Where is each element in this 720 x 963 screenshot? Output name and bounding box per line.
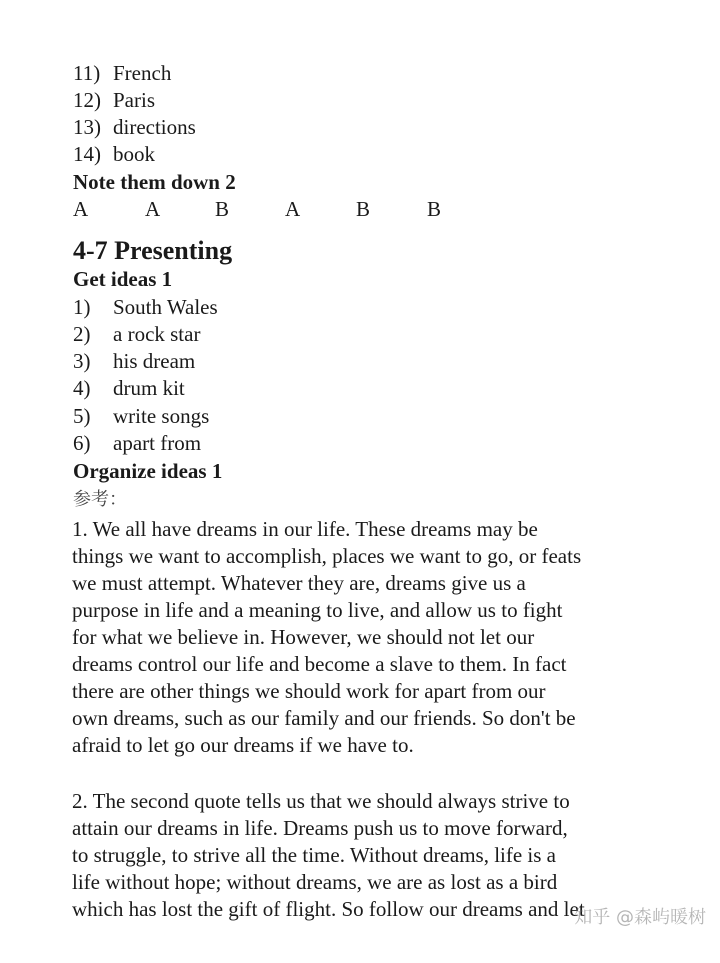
item-text: South Wales	[113, 295, 218, 319]
item-text: drum kit	[113, 376, 185, 400]
watermark: 知乎 @森屿暖树	[574, 907, 706, 928]
reference-label: 参考：	[73, 489, 127, 510]
item-number: 1)	[73, 295, 91, 319]
get-ideas-heading: Get ideas 1	[73, 267, 173, 291]
list-item	[73, 60, 171, 87]
item-number: 4)	[73, 376, 91, 400]
list-item	[73, 87, 155, 114]
list-item	[73, 430, 201, 457]
paragraph-line: purpose in life and a meaning to live, and allow us to fight	[72, 598, 563, 622]
list-item	[73, 141, 155, 168]
section-title: 4-7 Presenting	[73, 236, 233, 265]
list-item	[73, 294, 218, 321]
organize-heading: Organize ideas 1	[73, 459, 223, 483]
item-number: 13)	[73, 115, 101, 139]
item-text: apart from	[113, 431, 202, 455]
item-number: 2)	[73, 322, 91, 346]
paragraph-line: afraid to let go our dreams if we have to.	[72, 733, 414, 757]
paragraph-line: 2. The second quote tells us that we should always strive to	[72, 789, 570, 813]
answer-letter: B	[215, 197, 230, 221]
item-text: his dream	[113, 349, 196, 373]
item-text: French	[113, 61, 172, 85]
paragraph-line: for what we believe in. However, we should not let our	[72, 625, 535, 649]
answer-letter: A	[73, 197, 89, 221]
item-number: 12)	[73, 88, 101, 112]
item-number: 5)	[73, 404, 91, 428]
list-item	[73, 114, 196, 141]
paragraph-line: to struggle, to strive all the time. Without dreams, life is a	[72, 843, 557, 867]
item-text: book	[113, 142, 155, 166]
item-text: Paris	[113, 88, 155, 112]
paragraph-line: 1. We all have dreams in our life. These dreams may be	[72, 517, 538, 541]
paragraph-line: attain our dreams in life. Dreams push us to move forward,	[72, 816, 568, 840]
answer-letter: A	[145, 197, 161, 221]
answer-letter: B	[356, 197, 371, 221]
item-text: write songs	[113, 404, 210, 428]
list-item	[73, 321, 200, 348]
list-item	[73, 348, 195, 375]
paragraph-line: own dreams, such as our family and our friends. So don't be	[72, 706, 576, 730]
item-text: a rock star	[113, 322, 201, 346]
item-number: 6)	[73, 431, 91, 455]
note-heading: Note them down 2	[73, 170, 236, 194]
answer-letter: B	[427, 197, 442, 221]
answer-letter: A	[285, 197, 301, 221]
paragraph-line: we must attempt. Whatever they are, dreams give us a	[72, 571, 526, 595]
list-item	[73, 403, 209, 430]
list-item	[73, 375, 185, 402]
paragraph-line: which has lost the gift of flight. So follow our dreams and let	[72, 897, 585, 921]
paragraph-line: dreams control our life and become a slave to them. In fact	[72, 652, 567, 676]
paragraph-line: life without hope; without dreams, we are as lost as a bird	[72, 870, 558, 894]
item-number: 3)	[73, 349, 91, 373]
item-text: directions	[113, 115, 196, 139]
paragraph-line: things we want to accomplish, places we want to go, or feats	[72, 544, 582, 568]
paragraph-line: there are other things we should work for apart from our	[72, 679, 546, 703]
item-number: 11)	[73, 61, 101, 85]
item-number: 14)	[73, 142, 101, 166]
answer-row	[73, 196, 473, 223]
